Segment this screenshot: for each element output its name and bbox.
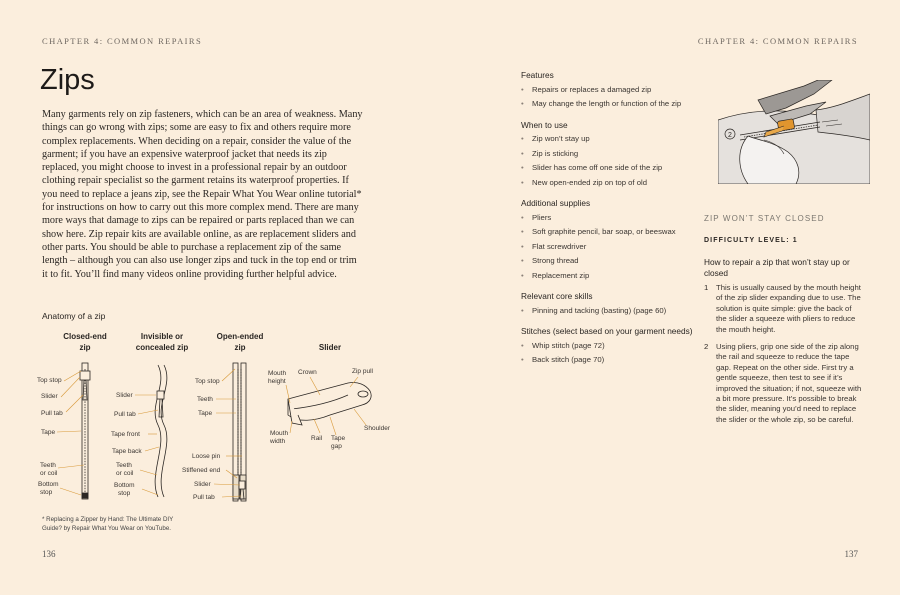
list-item: • Zip is sticking — [521, 149, 706, 160]
label-closed-teeth-2: or coil — [40, 470, 58, 477]
stitches-block — [521, 326, 709, 366]
step-text: This is usually caused by the mouth height of the zip slider expanding due to use. The solution is quite simple: give the back of the slider a squeeze with pliers to reduce the mouth height. — [716, 283, 861, 334]
label-invisible-bottom-2: stop — [118, 490, 131, 497]
zip-repair-illustration — [718, 80, 870, 184]
list-item: • Slider has come off one side of the zip — [521, 163, 706, 174]
step-number: 2 — [704, 342, 709, 352]
label-invisible-slider: Slider — [116, 392, 133, 399]
label-closed-bottom-2: stop — [40, 489, 53, 496]
col-open-ended-2: zip — [234, 343, 246, 352]
right-page — [450, 0, 900, 595]
footnote-line-2: Guide? by Repair What You Wear on YouTube. — [42, 524, 171, 532]
label-closed-bottom-1: Bottom — [38, 481, 59, 488]
footnote — [42, 516, 222, 533]
label-slider-zip-pull: Zip pull — [352, 368, 373, 375]
step-number: 1 — [704, 283, 709, 292]
col-closed-end-2: zip — [79, 343, 91, 352]
list-item: • Soft graphite pencil, bar soap, or beeswax — [521, 227, 706, 238]
label-closed-pull-tab: Pull tab — [41, 410, 63, 417]
label-invisible-tape-front: Tape front — [111, 431, 140, 438]
label-closed-teeth-1: Teeth — [40, 462, 56, 469]
running-head-right: CHAPTER 4: COMMON REPAIRS — [697, 36, 858, 46]
page-number-right: 137 — [844, 549, 858, 559]
illustration-step-number: 2 — [728, 132, 732, 139]
stitches-heading: Stitches (select based on your garment needs) — [521, 326, 693, 336]
label-invisible-bottom-1: Bottom — [114, 482, 135, 489]
label-slider-tape-gap-2: gap — [331, 443, 342, 450]
label-open-loose-pin: Loose pin — [192, 453, 221, 460]
list-item: • Zip won’t stay up — [521, 134, 706, 145]
label-invisible-tape-back: Tape back — [112, 448, 142, 455]
label-open-top-stop: Top stop — [195, 378, 220, 385]
invisible-zip-drawing — [155, 365, 167, 497]
features-block — [521, 70, 706, 110]
step-item — [704, 342, 864, 425]
footnote-line-1: * Replacing a Zipper by Hand: The Ultimate DIY — [42, 516, 174, 523]
label-closed-top-stop: Top stop — [37, 377, 62, 384]
info-column — [521, 70, 709, 376]
col-slider: Slider — [318, 343, 342, 352]
difficulty-level: DIFFICULTY LEVEL: 1 — [704, 237, 798, 244]
when-to-use-heading: When to use — [521, 119, 568, 130]
col-invisible-2: concealed zip — [135, 343, 189, 352]
intro-paragraph: Many garments rely on zip fasteners, which can be an area of weakness. Many things can go wrong with zips; some are easy to fix and others require more complex replacements. When deciding on a repair, consider the value of the garment; if you have an expensive waterproof jacket that needs its zip replaced, you might choose to invest in a professional repair by an outdoor clothing repair specialist so the garment retains its waterproof properties. If you need to replace a jeans zip, see the Repair What You Wear online tutorial* for instructions on how to carry out this more complex mend. There are many more ways that damage to zips can be repaired or parts replaced than we can show here. Zip repair kits are available online, as are replacement sliders and other parts. You should be able to purchase a replacement zip of the same length – although you can also use longer zips and tuck in the top end or trim it to fit. You’ll find many videos online providing further helpful advice. — [42, 109, 363, 280]
running-head-left: CHAPTER 4: COMMON REPAIRS — [42, 36, 203, 46]
col-closed-end-1: Closed-end — [63, 332, 107, 341]
anatomy-title: Anatomy of a zip — [42, 311, 106, 321]
steps-list — [704, 283, 864, 432]
page-number-left: 136 — [42, 549, 56, 559]
label-slider-mouth-height-1: Mouth — [268, 370, 287, 377]
additional-supplies-heading: Additional supplies — [521, 198, 591, 208]
list-item: • Back stitch (page 70) — [521, 355, 706, 366]
list-item: • Pinning and tacking (basting) (page 60) — [521, 306, 706, 317]
label-slider-mouth-width-1: Mouth — [270, 430, 289, 437]
label-invisible-teeth-1: Teeth — [116, 462, 132, 469]
open-ended-zip-drawing — [233, 363, 246, 501]
page-title: Zips — [40, 64, 95, 96]
list-item: • Replacement zip — [521, 271, 706, 282]
label-slider-tape-gap-1: Tape — [331, 435, 346, 442]
step-text: Using pliers, grip one side of the zip along the rail and squeeze to reduce the tape gap. Repeat on the other side. First try a gentle squeeze, then test to see if it’s improved the situation; if not, squeeze with a bit more pressure. It’s possible to break the slider, meaning you’d need to replace the slider or the whole zip, so be careful. — [716, 342, 862, 424]
step-item — [704, 283, 864, 335]
label-slider-mouth-width-2: width — [270, 438, 286, 445]
label-open-tape: Tape — [198, 410, 213, 417]
relevant-skills-block — [521, 291, 706, 316]
slider-drawing — [288, 382, 371, 425]
howto-title: How to repair a zip that won’t stay up or closed — [704, 257, 850, 278]
label-open-slider: Slider — [194, 481, 211, 488]
label-open-teeth: Teeth — [197, 396, 213, 403]
label-slider-mouth-height-2: height — [268, 378, 286, 385]
list-item: • New open-ended zip on top of old — [521, 178, 706, 189]
relevant-skills-heading: Relevant core skills — [521, 291, 593, 301]
label-invisible-pull-tab: Pull tab — [114, 411, 136, 418]
label-slider-crown: Crown — [298, 369, 317, 376]
label-slider-rail: Rail — [311, 435, 323, 442]
col-open-ended-1: Open-ended — [216, 332, 264, 341]
section-heading: ZIP WON’T STAY CLOSED — [704, 214, 825, 223]
label-open-stiffened-end: Stiffened end — [182, 467, 221, 474]
features-heading: Features — [521, 70, 554, 80]
label-open-pull-tab: Pull tab — [193, 494, 215, 501]
additional-supplies-block — [521, 198, 706, 281]
label-slider-shoulder: Shoulder — [364, 425, 391, 432]
when-to-use-block — [521, 120, 706, 189]
label-invisible-teeth-2: or coil — [116, 470, 134, 477]
list-item: • Flat screwdriver — [521, 242, 706, 253]
zip-anatomy-diagram — [30, 325, 420, 515]
list-item: • Repairs or replaces a damaged zip — [521, 85, 706, 96]
list-item: • May change the length or function of the zip — [521, 99, 706, 110]
closed-end-zip-drawing — [80, 363, 90, 499]
label-closed-tape: Tape — [41, 429, 56, 436]
col-invisible-1: Invisible or — [140, 332, 184, 341]
list-item: • Strong thread — [521, 256, 706, 267]
list-item: • Pliers — [521, 213, 706, 224]
label-closed-slider: Slider — [41, 393, 58, 400]
list-item: • Whip stitch (page 72) — [521, 341, 706, 352]
closed-end-leaders — [57, 371, 84, 495]
